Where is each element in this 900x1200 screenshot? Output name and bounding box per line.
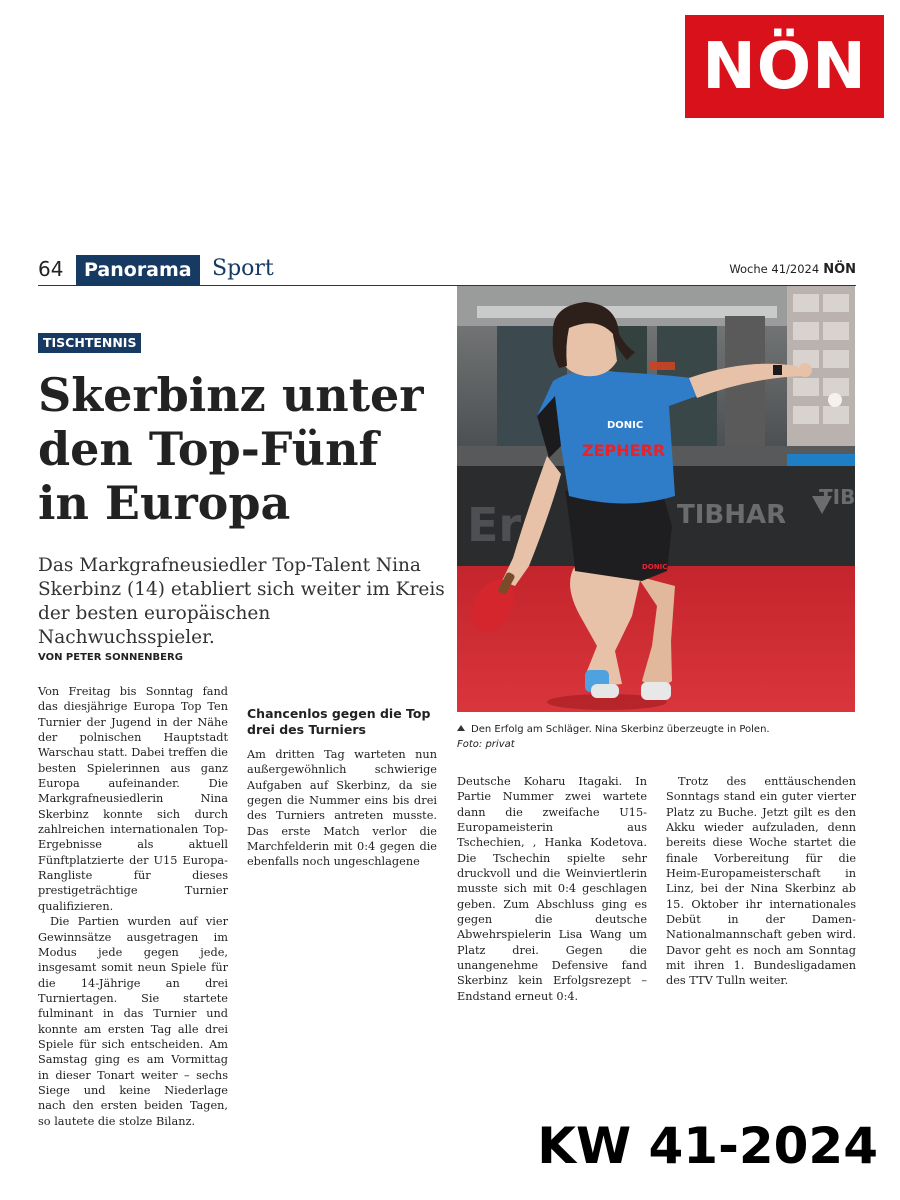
lead-paragraph: Das Markgrafneusiedler Top-Talent Nina Skerbinz (14) etabliert sich weiter im Kreis der besten europäischen Nachwuchsspieler.	[38, 555, 445, 648]
issue-label	[729, 262, 856, 277]
author-byline: VON PETER SONNENBERG	[38, 652, 183, 663]
headline	[38, 368, 448, 530]
caption-triangle-icon	[457, 725, 465, 731]
shorts-logo-text: DONIC	[642, 563, 668, 571]
photo-caption	[457, 722, 857, 752]
banner-brand-partial-text: TIB	[819, 485, 855, 509]
page-header	[38, 255, 856, 286]
article-paragraph-5: Trotz des enttäuschenden Sonntags stand ein guter vierter Platz zu Buche. Jetzt gilt es den Akku wieder aufzuladen, denn bereits diese Woche startet die finale Vorbereitung für die Heim-Europameisterschaft in Linz, bei der Nina Skerbinz ab 15. Oktober ihr internationales Debüt in der Damen-Nationalmannschaft geben wird. Davor geht es noch am Sonntag mit ihren 1. Bundesligadamen des TTV Tulln weiter.	[666, 775, 856, 988]
calendar-week-stamp: KW 41-2024	[537, 1117, 878, 1175]
brand-logo	[685, 15, 884, 118]
section-label: Panorama	[76, 255, 200, 285]
caption-text: Den Erfolg am Schläger. Nina Skerbinz überzeugte in Polen.	[471, 724, 770, 735]
headline-line-1: Skerbinz unter	[38, 368, 424, 422]
issue-brand: NÖN	[823, 262, 856, 277]
article-column-4	[666, 774, 856, 989]
issue-week: Woche 41/2024	[729, 262, 820, 276]
logo-text: NÖN	[702, 29, 867, 104]
banner-brand-text: TIBHAR	[677, 500, 787, 530]
subsection-label: Sport	[212, 256, 274, 281]
article-paragraph-2: Die Partien wurden auf vier Gewinnsätze ausgetragen im Modus jede gegen jede, insgesamt somit neun Spiele für die 14-Jährige an drei Turniertagen. Sie startete fulminant in das Turnier und konnte am ersten Tag alle drei Spiele für sich entscheiden. Am Samstag ging es am Vormittag in dieser Tonart weiter – sechs Siege und keine Niederlage nach den ersten beiden Tagen, so lautete die stolze Bilanz.	[38, 915, 228, 1128]
photo-credit: Foto: privat	[457, 739, 515, 750]
headline-line-2: den Top-Fünf	[38, 422, 379, 476]
shirt-sponsor-text: ZEPHERR	[582, 441, 666, 460]
article-paragraph-4: Deutsche Koharu Itagaki. In Partie Nummer zwei wartete dann die zweifache U15-Europameisterin aus Tschechien, , Hanka Kodetova. Die Tschechin spielte sehr druckvoll und die Weinviertlerin musste sich mit 0:4 geschlagen geben. Zum Abschluss ging es gegen die deutsche Abwehrspielerin Lisa Wang um Platz drei. Gegen die unangenehme Defensive fand Skerbinz kein Erfolgsrezept – Endstand erneut 0:4.	[457, 775, 647, 1003]
article-column-2	[247, 684, 437, 870]
article-column-1	[38, 684, 228, 1129]
headline-line-3: in Europa	[38, 476, 291, 530]
article-paragraph-3: Am dritten Tag warteten nun außergewöhnlich schwierige Aufgaben auf Skerbinz, da sie gegen die Nummer eins bis drei des Turniers antreten musste. Das erste Match verlor die Marchfelderin mit 0:4 gegen die ebenfalls noch ungeschlagene	[247, 748, 437, 869]
article-column-3	[457, 774, 647, 1004]
article-subheading: Chancenlos gegen die Top drei des Turniers	[247, 706, 431, 737]
page-number: 64	[38, 257, 64, 281]
kicker-badge: TISCHTENNIS	[38, 333, 141, 353]
ball-icon	[828, 393, 842, 407]
banner-text-partial: Er	[467, 498, 522, 552]
article-photo	[457, 286, 855, 712]
table-tennis-player-photo	[457, 286, 855, 712]
shirt-print-text: DONIC	[607, 420, 644, 431]
article-paragraph-1: Von Freitag bis Sonntag fand das diesjährige Europa Top Ten Turnier der Jugend in der Nähe der polnischen Hauptstadt Warschau statt. Dabei treffen die besten Spielerinnen aus ganz Europa aufeinander. Die Markgrafneusiedlerin Nina Skerbinz konnte sich durch zahlreichen internationalen Top-Ergebnisse als aktuell Fünftplatzierte der U15 Europa-Rangliste für dieses prestigeträchtige Turnier qualifizieren.	[38, 685, 228, 913]
